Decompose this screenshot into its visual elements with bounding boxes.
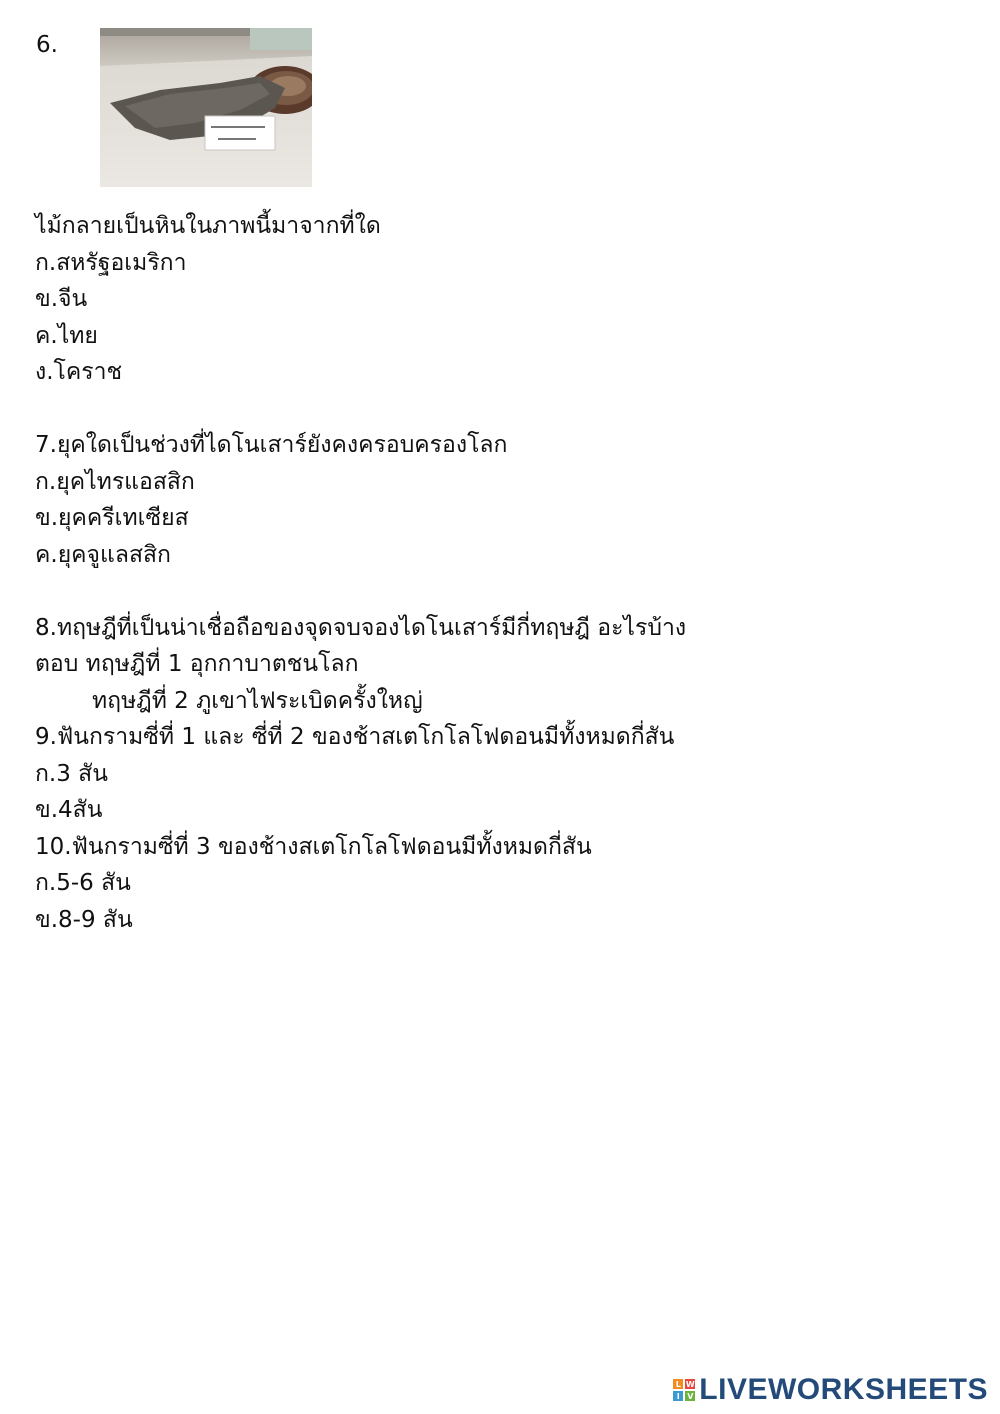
- petrified-wood-photo: [100, 28, 312, 187]
- logo-tile: V: [687, 1391, 694, 1401]
- question-8-prompt: 8.ทฤษฎีที่เป็นน่าเชื่อถือของจุดจบจองไดโนเสาร์มีกี่ทฤษฎี อะไรบ้าง: [35, 615, 687, 641]
- liveworksheets-logo: [673, 1372, 988, 1408]
- logo-tile: W: [685, 1379, 695, 1389]
- liveworksheets-mark-icon: [673, 1379, 695, 1401]
- question-10-option-a: ก.5-6 สัน: [35, 870, 131, 896]
- question-6-prompt: ไม้กลายเป็นหินในภาพนี้มาจากที่ใด: [35, 213, 381, 239]
- logo-tile: I: [673, 1391, 683, 1401]
- liveworksheets-wordmark: LIVEWORKSHEETS: [699, 1373, 988, 1406]
- question-9-option-b: ข.4สัน: [35, 797, 103, 823]
- question-6-option-d: ง.โคราช: [35, 359, 123, 385]
- question-7-option-b: ข.ยุคครีเทเซียส: [35, 505, 189, 531]
- question-8-answer-line-2: ทฤษฎีที่ 2 ภูเขาไฟระเบิดครั้งใหญ่: [92, 688, 423, 714]
- question-7-prompt: 7.ยุคใดเป็นช่วงที่ไดโนเสาร์ยังคงครอบครองโลก: [35, 432, 508, 458]
- question-6-option-b: ข.จีน: [35, 286, 88, 312]
- question-7-option-a: ก.ยุคไทรแอสสิก: [35, 469, 195, 495]
- question-6-option-a: ก.สหรัฐอเมริกา: [35, 250, 187, 276]
- question-10-prompt: 10.ฟันกรามซี่ที่ 3 ของช้างสเตโกโลโฟดอนมีทั้งหมดกี่สัน: [35, 834, 592, 860]
- question-7-option-c: ค.ยุคจูแลสสิก: [35, 542, 171, 568]
- question-6-option-c: ค.ไทย: [35, 323, 98, 349]
- logo-tile: L: [673, 1379, 683, 1389]
- question-10-option-b: ข.8-9 สัน: [35, 907, 133, 933]
- question-9-option-a: ก.3 สัน: [35, 761, 108, 787]
- question-6-number: 6.: [36, 32, 58, 58]
- question-9-prompt: 9.ฟันกรามซี่ที่ 1 และ ซี่ที่ 2 ของช้าสเตโกโลโฟดอนมีทั้งหมดกี่สัน: [35, 724, 675, 750]
- question-8-answer-line-1: ตอบ ทฤษฎีที่ 1 อุกกาบาตชนโลก: [35, 651, 359, 677]
